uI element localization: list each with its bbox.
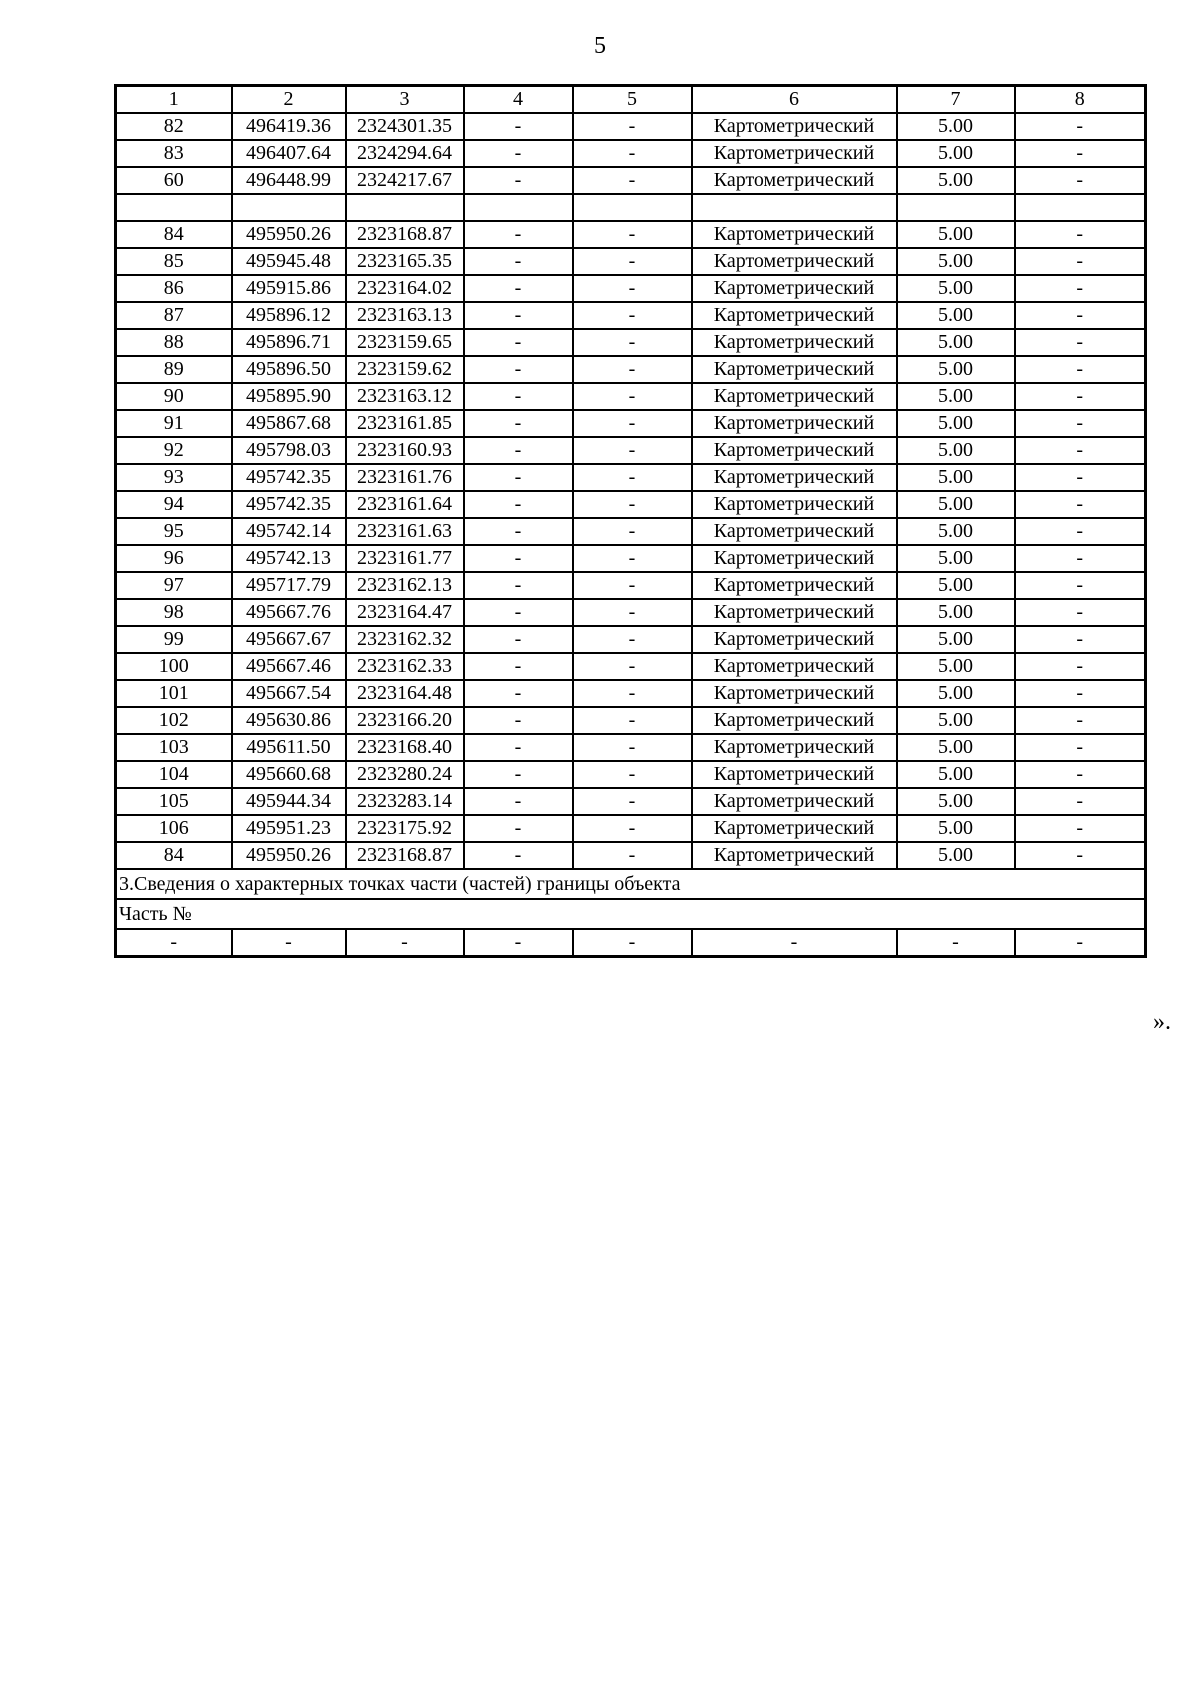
table-cell: Картометрический — [692, 653, 897, 680]
table-row — [116, 788, 1146, 815]
table-cell: - — [464, 464, 573, 491]
table-cell: 88 — [116, 329, 232, 356]
table-cell: 93 — [116, 464, 232, 491]
table-cell: Картометрический — [692, 761, 897, 788]
table-cell: 495950.26 — [232, 842, 346, 869]
table-cell — [464, 194, 573, 221]
table-row — [116, 572, 1146, 599]
table-cell: 96 — [116, 545, 232, 572]
table-cell: 2323175.92 — [346, 815, 464, 842]
table-cell: 495667.76 — [232, 599, 346, 626]
table-cell: 5.00 — [897, 410, 1015, 437]
table-cell: 2323164.02 — [346, 275, 464, 302]
table-cell: - — [573, 599, 692, 626]
table-cell: 84 — [116, 842, 232, 869]
table-cell: 98 — [116, 599, 232, 626]
table-cell: - — [573, 545, 692, 572]
table-cell: 5.00 — [897, 707, 1015, 734]
table-cell: - — [464, 221, 573, 248]
table-cell: 101 — [116, 680, 232, 707]
table-cell: - — [897, 929, 1015, 957]
table-row — [116, 518, 1146, 545]
table-cell: - — [464, 815, 573, 842]
table-cell: 495630.86 — [232, 707, 346, 734]
table-cell: 87 — [116, 302, 232, 329]
table-cell: - — [1015, 680, 1146, 707]
header-cell: 2 — [232, 86, 346, 114]
table-cell: - — [573, 383, 692, 410]
table-cell: - — [573, 761, 692, 788]
table-cell: - — [573, 491, 692, 518]
table-cell: - — [464, 599, 573, 626]
table-cell: - — [573, 356, 692, 383]
table-cell: 5.00 — [897, 491, 1015, 518]
table-cell: - — [464, 707, 573, 734]
part-data-row — [116, 929, 1146, 957]
closing-quote-mark: ». — [1153, 1009, 1171, 1035]
table-cell: - — [573, 437, 692, 464]
header-cell: 6 — [692, 86, 897, 114]
table-cell: 5.00 — [897, 653, 1015, 680]
part-label-row — [116, 899, 1146, 929]
table-cell: - — [464, 572, 573, 599]
table-cell: 5.00 — [897, 518, 1015, 545]
table-cell: Картометрический — [692, 113, 897, 140]
table-cell: - — [692, 929, 897, 957]
table-cell: 86 — [116, 275, 232, 302]
table-cell: - — [573, 221, 692, 248]
table-cell: - — [573, 788, 692, 815]
table-row — [116, 113, 1146, 140]
table-cell: 94 — [116, 491, 232, 518]
table-cell: 104 — [116, 761, 232, 788]
table-cell: - — [573, 572, 692, 599]
section-title: 3.Сведения о характерных точках части (частей) границы объекта — [116, 869, 1146, 899]
table-cell: - — [573, 167, 692, 194]
table-cell: 60 — [116, 167, 232, 194]
table-cell: 91 — [116, 410, 232, 437]
table-row — [116, 437, 1146, 464]
table-cell: 495896.71 — [232, 329, 346, 356]
table-row — [116, 275, 1146, 302]
table-cell: - — [464, 518, 573, 545]
table-cell: 5.00 — [897, 167, 1015, 194]
table-cell: Картометрический — [692, 788, 897, 815]
table-cell: 2323283.14 — [346, 788, 464, 815]
table-cell: 496407.64 — [232, 140, 346, 167]
table-cell: 2323161.76 — [346, 464, 464, 491]
table-cell: - — [464, 788, 573, 815]
table-cell: Картометрический — [692, 140, 897, 167]
table-cell: 495798.03 — [232, 437, 346, 464]
table-row — [116, 410, 1146, 437]
table-cell: - — [1015, 383, 1146, 410]
table-cell: Картометрический — [692, 356, 897, 383]
table-cell: 495945.48 — [232, 248, 346, 275]
table-cell: 495611.50 — [232, 734, 346, 761]
table-cell: - — [1015, 788, 1146, 815]
header-cell: 3 — [346, 86, 464, 114]
table-cell: 495667.46 — [232, 653, 346, 680]
table-cell: Картометрический — [692, 464, 897, 491]
table-cell: 495895.90 — [232, 383, 346, 410]
table-cell: - — [573, 410, 692, 437]
table-cell: 495660.68 — [232, 761, 346, 788]
table-cell: Картометрический — [692, 302, 897, 329]
table-cell: - — [1015, 842, 1146, 869]
table-cell — [573, 194, 692, 221]
table-cell: - — [1015, 275, 1146, 302]
table-cell: 99 — [116, 626, 232, 653]
table-cell: - — [464, 842, 573, 869]
table-cell: 84 — [116, 221, 232, 248]
table-cell: - — [464, 734, 573, 761]
table-cell: 106 — [116, 815, 232, 842]
table-row — [116, 545, 1146, 572]
table-cell: 82 — [116, 113, 232, 140]
table-cell: 2323162.13 — [346, 572, 464, 599]
table-cell: - — [1015, 248, 1146, 275]
table-cell: 496419.36 — [232, 113, 346, 140]
table-cell: 83 — [116, 140, 232, 167]
table-cell: 5.00 — [897, 356, 1015, 383]
table-cell: 5.00 — [897, 572, 1015, 599]
table-cell: - — [1015, 410, 1146, 437]
table-cell: - — [573, 626, 692, 653]
table-cell: 2324217.67 — [346, 167, 464, 194]
table-cell: 495950.26 — [232, 221, 346, 248]
table-cell: - — [464, 248, 573, 275]
table-cell: 2323159.65 — [346, 329, 464, 356]
header-cell: 1 — [116, 86, 232, 114]
table-cell: 495742.14 — [232, 518, 346, 545]
table-cell: - — [1015, 302, 1146, 329]
table-cell: 103 — [116, 734, 232, 761]
table-cell: - — [464, 626, 573, 653]
table-cell: - — [573, 248, 692, 275]
table-cell: - — [1015, 815, 1146, 842]
table-cell: - — [464, 653, 573, 680]
table-cell: - — [1015, 707, 1146, 734]
table-cell — [232, 194, 346, 221]
table-cell — [1015, 194, 1146, 221]
table-cell: - — [1015, 329, 1146, 356]
table-cell: 2323161.64 — [346, 491, 464, 518]
table-row — [116, 626, 1146, 653]
table-cell — [897, 194, 1015, 221]
table-cell: 2323280.24 — [346, 761, 464, 788]
table-row — [116, 842, 1146, 869]
table-cell: Картометрический — [692, 248, 897, 275]
table-cell: 2323164.47 — [346, 599, 464, 626]
table-cell: 5.00 — [897, 329, 1015, 356]
table-cell: - — [346, 929, 464, 957]
table-row — [116, 761, 1146, 788]
table-cell: Картометрический — [692, 572, 897, 599]
table-cell: - — [464, 383, 573, 410]
table-cell — [692, 194, 897, 221]
table-cell: 102 — [116, 707, 232, 734]
table-cell: Картометрический — [692, 491, 897, 518]
table-cell: 495867.68 — [232, 410, 346, 437]
table-cell: Картометрический — [692, 383, 897, 410]
table-row — [116, 356, 1146, 383]
table-cell: - — [573, 140, 692, 167]
table-cell: 2323168.87 — [346, 221, 464, 248]
table-cell: 5.00 — [897, 626, 1015, 653]
table-cell: Картометрический — [692, 707, 897, 734]
section-title-row — [116, 869, 1146, 899]
table-cell: - — [573, 113, 692, 140]
table-cell: - — [1015, 929, 1146, 957]
table-row — [116, 491, 1146, 518]
table-cell: 2323165.35 — [346, 248, 464, 275]
table-cell: 495717.79 — [232, 572, 346, 599]
table-cell: 2323160.93 — [346, 437, 464, 464]
table-cell: 5.00 — [897, 680, 1015, 707]
table-cell: 2323163.12 — [346, 383, 464, 410]
table-cell: - — [573, 329, 692, 356]
table-row — [116, 680, 1146, 707]
table-cell: 495667.67 — [232, 626, 346, 653]
table-cell: - — [464, 410, 573, 437]
header-cell: 7 — [897, 86, 1015, 114]
table-cell: Картометрический — [692, 599, 897, 626]
table-cell: 2324294.64 — [346, 140, 464, 167]
table-cell: 5.00 — [897, 248, 1015, 275]
table-cell: - — [464, 140, 573, 167]
table-cell: 495742.35 — [232, 464, 346, 491]
table-cell: Картометрический — [692, 329, 897, 356]
table-row — [116, 707, 1146, 734]
table-cell: Картометрический — [692, 815, 897, 842]
coordinates-table — [114, 84, 1147, 958]
table-cell: 5.00 — [897, 734, 1015, 761]
table-cell: Картометрический — [692, 410, 897, 437]
table-row — [116, 815, 1146, 842]
table-cell: Картометрический — [692, 275, 897, 302]
table-cell: 2323168.40 — [346, 734, 464, 761]
table-cell: 2323164.48 — [346, 680, 464, 707]
table-cell: 2323162.32 — [346, 626, 464, 653]
header-row — [116, 86, 1146, 114]
table-cell: 5.00 — [897, 464, 1015, 491]
table-cell: - — [464, 491, 573, 518]
table-cell: 2323166.20 — [346, 707, 464, 734]
table-cell: - — [573, 275, 692, 302]
table-cell: - — [1015, 167, 1146, 194]
table-cell: 5.00 — [897, 599, 1015, 626]
table-cell: - — [464, 437, 573, 464]
table-row — [116, 383, 1146, 410]
table-row — [116, 329, 1146, 356]
table-cell: - — [464, 929, 573, 957]
table-cell: 495951.23 — [232, 815, 346, 842]
table-cell: 5.00 — [897, 383, 1015, 410]
table-cell: - — [1015, 437, 1146, 464]
table-cell: 5.00 — [897, 113, 1015, 140]
table-cell: - — [464, 302, 573, 329]
table-cell: - — [116, 929, 232, 957]
table-cell: 2323161.85 — [346, 410, 464, 437]
table-cell: - — [232, 929, 346, 957]
header-cell: 4 — [464, 86, 573, 114]
table-cell: - — [464, 545, 573, 572]
table-cell: 2323163.13 — [346, 302, 464, 329]
table-cell: 495742.13 — [232, 545, 346, 572]
table-cell: 2323162.33 — [346, 653, 464, 680]
table-cell: 5.00 — [897, 221, 1015, 248]
table-cell: Картометрический — [692, 734, 897, 761]
table-cell: - — [1015, 356, 1146, 383]
table-cell: - — [464, 167, 573, 194]
table-row — [116, 734, 1146, 761]
table-cell: 2323159.62 — [346, 356, 464, 383]
table-cell: Картометрический — [692, 518, 897, 545]
table-cell: 5.00 — [897, 842, 1015, 869]
table-cell: - — [1015, 761, 1146, 788]
table-cell: 5.00 — [897, 761, 1015, 788]
table-cell: - — [464, 356, 573, 383]
table-cell — [116, 194, 232, 221]
table-cell: Картометрический — [692, 545, 897, 572]
table-cell: - — [464, 329, 573, 356]
table-cell: 496448.99 — [232, 167, 346, 194]
table-cell: 5.00 — [897, 302, 1015, 329]
table-row — [116, 599, 1146, 626]
table-cell: Картометрический — [692, 167, 897, 194]
table-cell: - — [573, 464, 692, 491]
table-cell: 92 — [116, 437, 232, 464]
table-cell: 2324301.35 — [346, 113, 464, 140]
table-cell: - — [573, 302, 692, 329]
part-label: Часть № — [116, 899, 1146, 929]
table-cell: 5.00 — [897, 788, 1015, 815]
table-row — [116, 248, 1146, 275]
table-cell: - — [464, 680, 573, 707]
table-cell: Картометрический — [692, 437, 897, 464]
table-cell: 2323161.63 — [346, 518, 464, 545]
table-cell: - — [1015, 545, 1146, 572]
table-cell: - — [1015, 572, 1146, 599]
table-cell: 100 — [116, 653, 232, 680]
table-cell: - — [1015, 221, 1146, 248]
table-cell: - — [573, 815, 692, 842]
table-cell: - — [573, 707, 692, 734]
table-cell: 5.00 — [897, 545, 1015, 572]
table-cell: 2323168.87 — [346, 842, 464, 869]
table-cell: 495667.54 — [232, 680, 346, 707]
table-cell: - — [1015, 653, 1146, 680]
table-cell: 5.00 — [897, 275, 1015, 302]
table-cell: - — [1015, 464, 1146, 491]
table-cell: - — [573, 842, 692, 869]
table-body — [116, 86, 1146, 957]
table-cell: 5.00 — [897, 140, 1015, 167]
table-cell: - — [1015, 518, 1146, 545]
table-cell: - — [573, 518, 692, 545]
table-cell: - — [573, 929, 692, 957]
table-cell: 89 — [116, 356, 232, 383]
table-cell: - — [464, 761, 573, 788]
table-cell: - — [573, 653, 692, 680]
table-cell: 495915.86 — [232, 275, 346, 302]
table-cell: 2323161.77 — [346, 545, 464, 572]
table-cell: - — [1015, 140, 1146, 167]
table-cell: - — [1015, 734, 1146, 761]
table-row — [116, 302, 1146, 329]
table-cell: 495896.12 — [232, 302, 346, 329]
table-cell: 5.00 — [897, 815, 1015, 842]
table-row — [116, 464, 1146, 491]
table-cell: 97 — [116, 572, 232, 599]
header-cell: 8 — [1015, 86, 1146, 114]
table-cell: Картометрический — [692, 626, 897, 653]
table-cell: - — [1015, 491, 1146, 518]
table-cell: 5.00 — [897, 437, 1015, 464]
header-cell: 5 — [573, 86, 692, 114]
table-cell: - — [1015, 626, 1146, 653]
table-cell: - — [1015, 599, 1146, 626]
table-row — [116, 140, 1146, 167]
table-cell: 495742.35 — [232, 491, 346, 518]
table-cell: - — [464, 275, 573, 302]
table-cell: Картометрический — [692, 221, 897, 248]
table-cell: - — [464, 113, 573, 140]
table-cell: 85 — [116, 248, 232, 275]
table-row — [116, 221, 1146, 248]
table-cell: - — [573, 680, 692, 707]
table-cell: - — [573, 734, 692, 761]
table-cell: 95 — [116, 518, 232, 545]
table-cell — [346, 194, 464, 221]
table-cell: 105 — [116, 788, 232, 815]
table-row — [116, 167, 1146, 194]
table-row — [116, 194, 1146, 221]
table-row — [116, 653, 1146, 680]
table-cell: Картометрический — [692, 680, 897, 707]
table-cell: 90 — [116, 383, 232, 410]
page-number: 5 — [594, 33, 606, 59]
table-cell: - — [1015, 113, 1146, 140]
table-cell: Картометрический — [692, 842, 897, 869]
table-cell: 495944.34 — [232, 788, 346, 815]
table-cell: 495896.50 — [232, 356, 346, 383]
